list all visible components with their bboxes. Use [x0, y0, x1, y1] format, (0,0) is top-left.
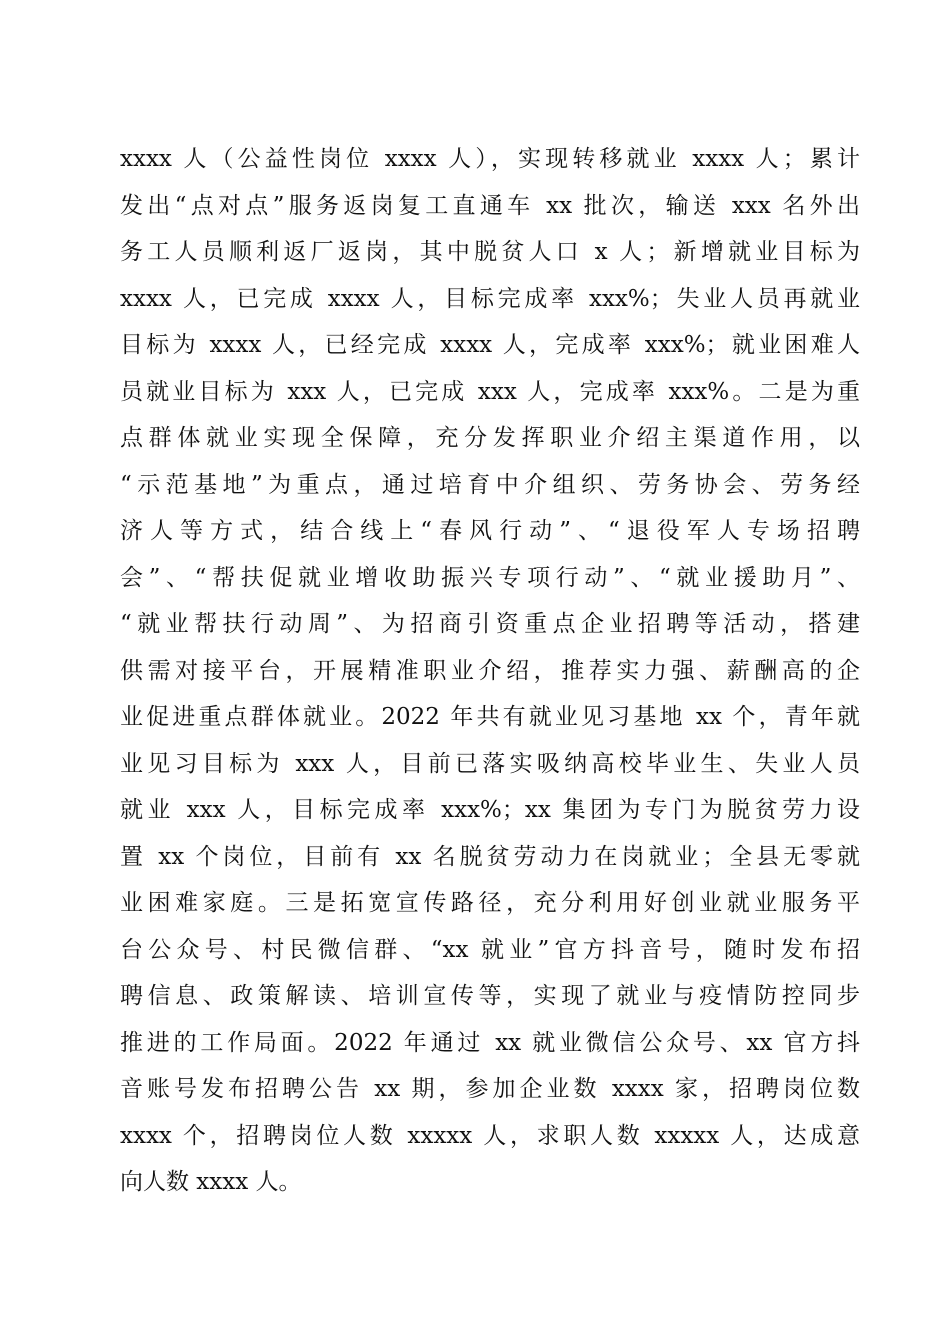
text-line-13: 业促进重点群体就业。2022 年共有就业见习基地 xx 个，青年就 [120, 704, 860, 730]
text-line-5: 目标为 xxxx 人，已经完成 xxxx 人，完成率 xxx%；就业困难人 [120, 332, 860, 358]
text-line-8: “示范基地”为重点，通过培育中介组织、劳务协会、劳务经 [120, 471, 860, 498]
text-line-3: 务工人员顺利返厂返岗，其中脱贫人口 x 人；新增就业目标为 [120, 239, 860, 265]
text-line-21: 音账号发布招聘公告 xx 期，参加企业数 xxxx 家，招聘岗位数 [120, 1076, 860, 1102]
text-line-15: 就业 xxx 人，目标完成率 xxx%；xx 集团为专门为脱贫劳力设 [120, 797, 860, 823]
text-line-12: 供需对接平台，开展精准职业介绍，推荐实力强、薪酬高的企 [120, 657, 860, 684]
text-line-11: “就业帮扶行动周”、为招商引资重点企业招聘等活动，搭建 [120, 611, 860, 637]
text-line-2: 发出“点对点”服务返岗复工直通车 xx 批次，输送 xxx 名外出 [120, 192, 860, 219]
text-line-23: 向人数 xxxx 人。 [120, 1169, 302, 1195]
body-paragraph [120, 136, 860, 1206]
text-line-7: 点群体就业实现全保障，充分发挥职业介绍主渠道作用，以 [120, 425, 860, 451]
text-line-17: 业困难家庭。三是拓宽宣传路径，充分利用好创业就业服务平 [120, 890, 860, 916]
text-line-19: 聘信息、政策解读、培训宣传等，实现了就业与疫情防控同步 [120, 983, 860, 1009]
text-line-22: xxxx 个，招聘岗位人数 xxxxx 人，求职人数 xxxxx 人，达成意 [120, 1122, 860, 1149]
text-line-1: xxxx 人（公益性岗位 xxxx 人），实现转移就业 xxxx 人；累计 [120, 146, 860, 172]
text-line-16: 置 xx 个岗位，目前有 xx 名脱贫劳动力在岗就业；全县无零就 [120, 843, 860, 870]
text-line-6: 员就业目标为 xxx 人，已完成 xxx 人，完成率 xxx%。二是为重 [120, 378, 860, 405]
text-line-10: 会”、“帮扶促就业增收助振兴专项行动”、“就业援助月”、 [120, 564, 860, 591]
text-line-20: 推进的工作局面。2022 年通过 xx 就业微信公众号、xx 官方抖 [120, 1029, 860, 1056]
text-line-9: 济人等方式，结合线上“春风行动”、“退役军人专场招聘 [120, 518, 860, 544]
text-line-18: 台公众号、村民微信群、“xx 就业”官方抖音号，随时发布招 [120, 936, 860, 963]
text-line-4: xxxx 人，已完成 xxxx 人，目标完成率 xxx%；失业人员再就业 [120, 285, 860, 312]
text-line-14: 业见习目标为 xxx 人，目前已落实吸纳高校毕业生、失业人员 [120, 750, 860, 777]
